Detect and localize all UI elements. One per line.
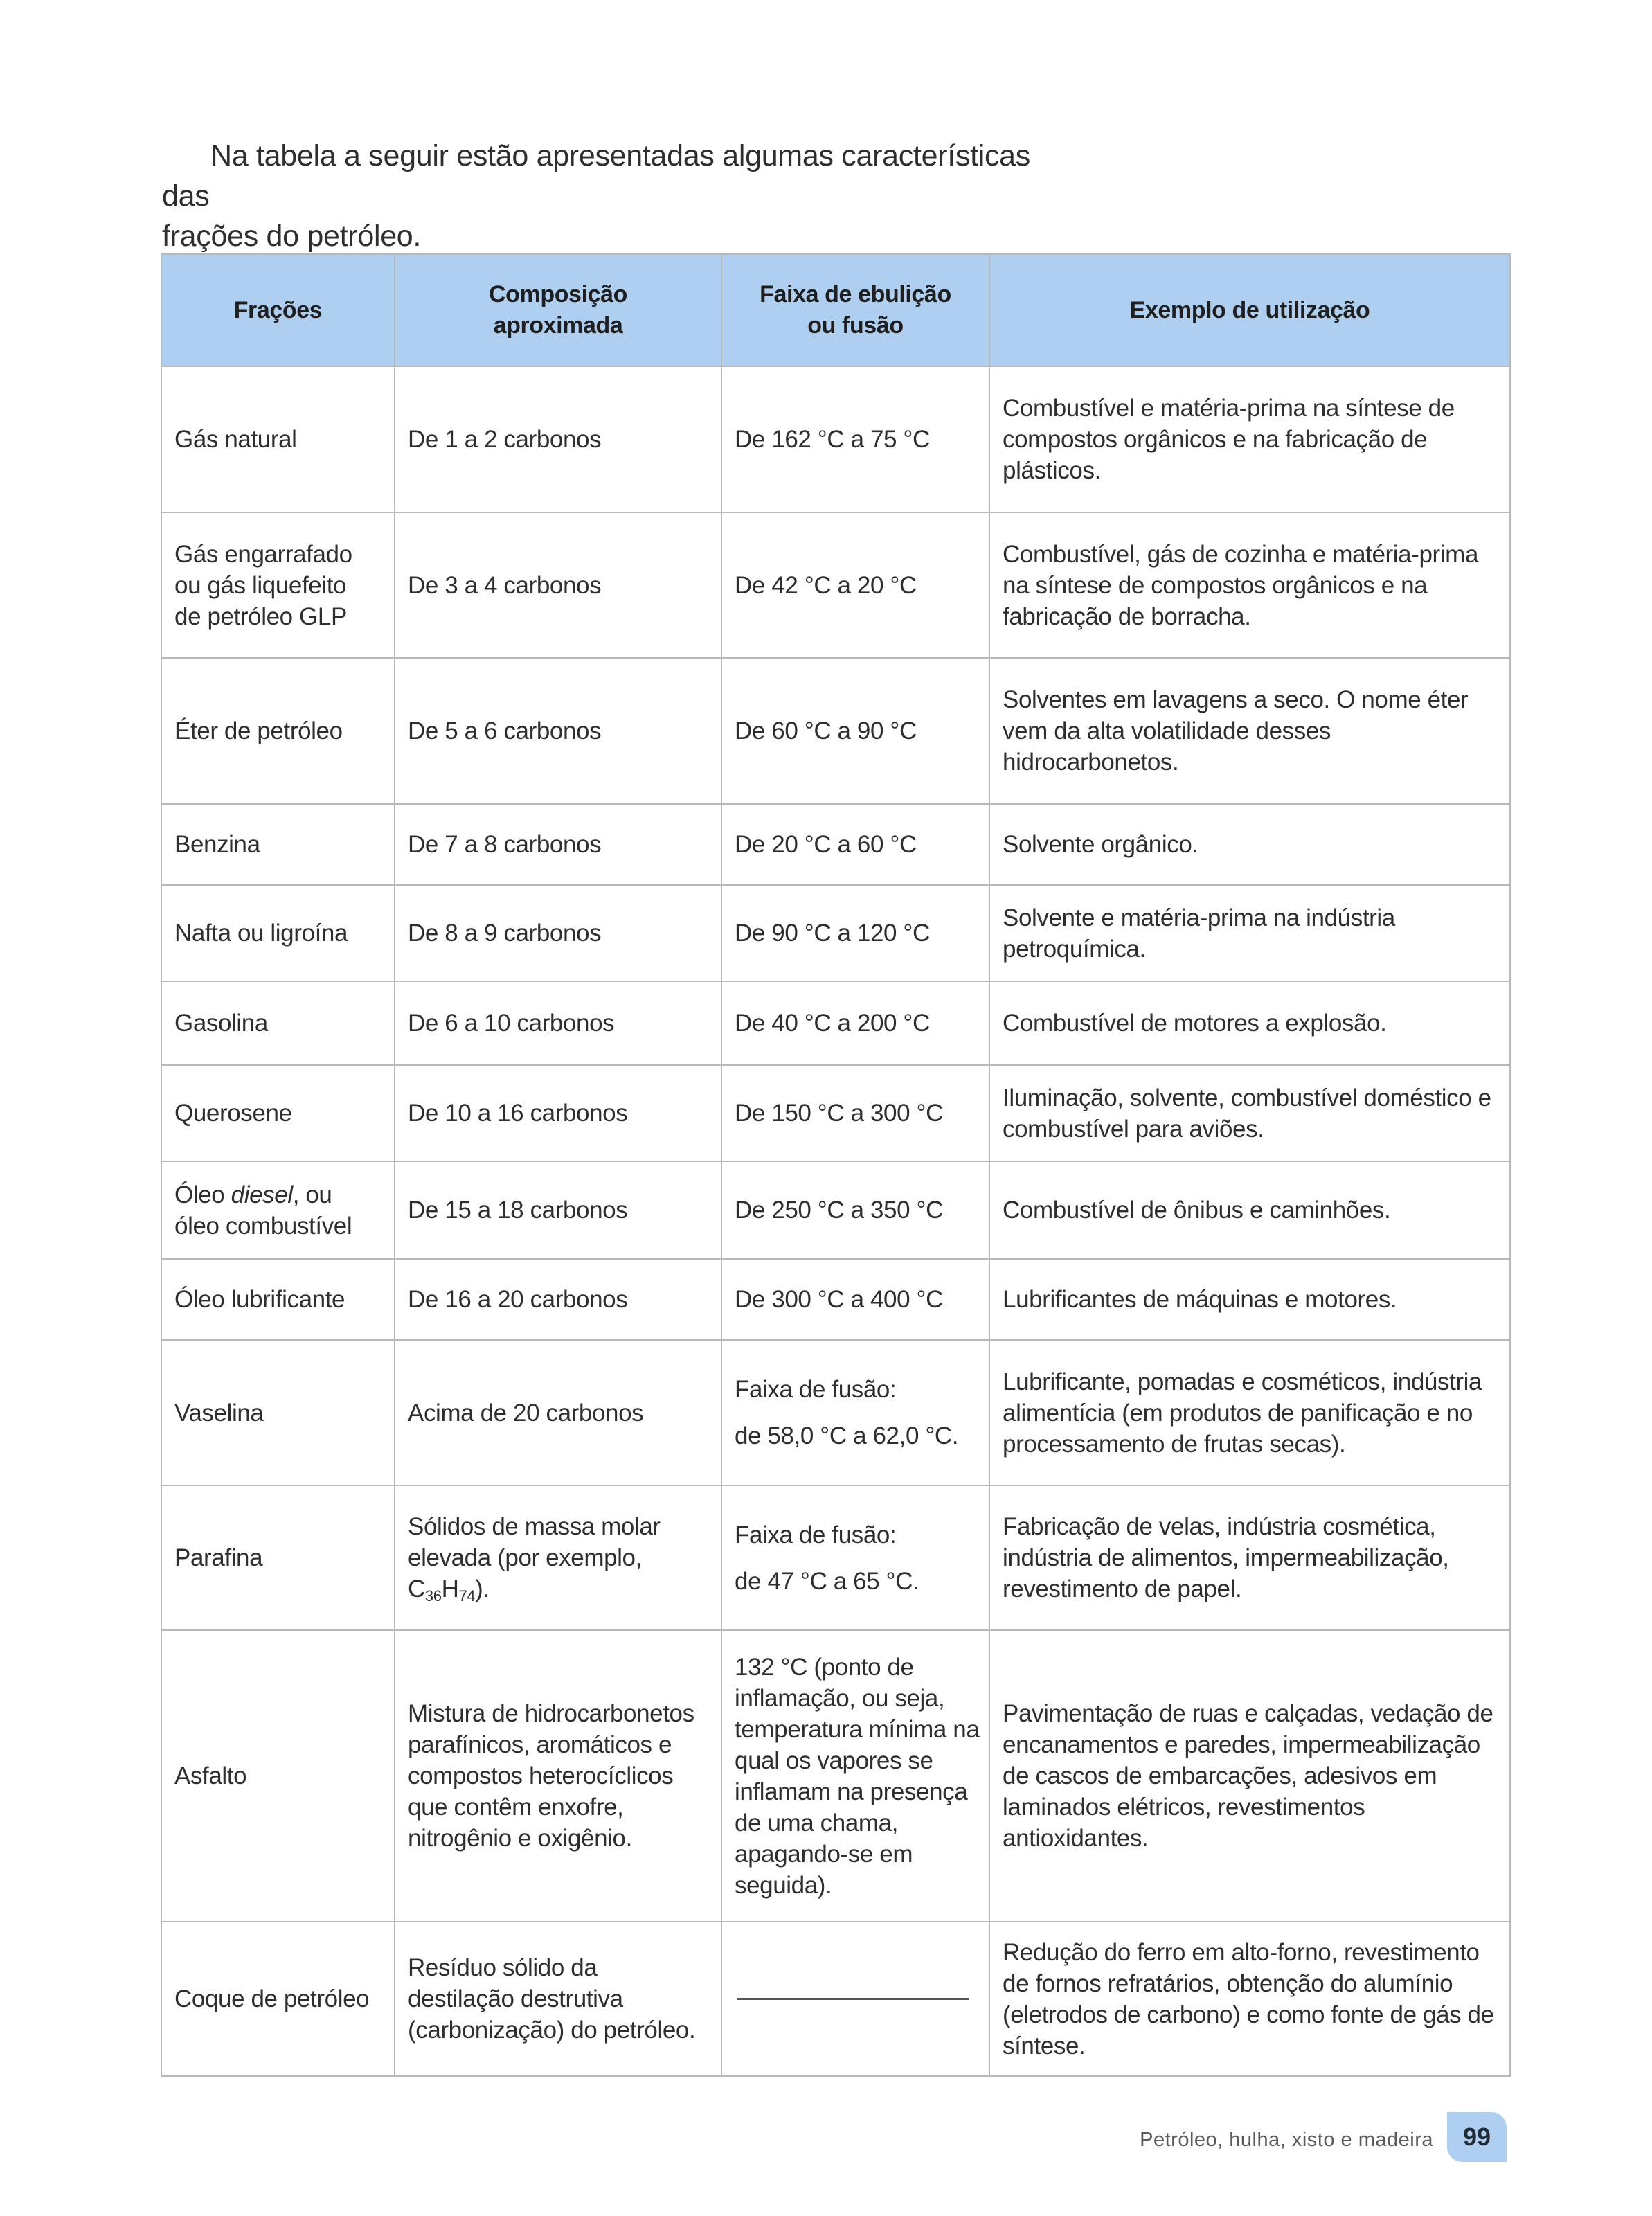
cell-fracao: Gás natural [161, 366, 395, 512]
table-row [161, 1630, 1510, 1922]
cell-fracao: Coque de petróleo [161, 1922, 395, 2076]
cell-uso: Pavimentação de ruas e calçadas, vedação de encanamentos e paredes, impermeabilização de cascos de embarcações, adesivos em laminados elétricos, revestimentos antioxidantes. [989, 1630, 1510, 1922]
faixa-label: Faixa de fusão: [735, 1376, 897, 1403]
cell-faixa: De 90 °C a 120 °C [721, 885, 989, 981]
table-row [161, 512, 1510, 658]
cell-faixa: 132 °C (ponto de inflamação, ou seja, temperatura mínima na qual os vapores se inflamam na presença de uma chama, apagando-se em seguida). [721, 1630, 989, 1922]
table-row [161, 366, 1510, 512]
table-row [161, 1259, 1510, 1340]
cell-fracao: Asfalto [161, 1630, 395, 1922]
cell-composicao: De 10 a 16 carbonos [395, 1065, 721, 1161]
intro-paragraph [162, 136, 1076, 256]
table-row [161, 981, 1510, 1065]
cell-fracao: Óleo diesel, ou óleo combustível [161, 1161, 395, 1259]
cell-uso: Combustível de motores a explosão. [989, 981, 1510, 1065]
cell-uso: Combustível, gás de cozinha e matéria-prima na síntese de compostos orgânicos e na fabricação de borracha. [989, 512, 1510, 658]
intro-line-1: Na tabela a seguir estão apresentadas algumas características das [162, 139, 1030, 213]
cell-fracao: Benzina [161, 804, 395, 885]
page-number-badge [1447, 2112, 1507, 2162]
cell-fracao: Éter de petróleo [161, 658, 395, 804]
table-row [161, 1922, 1510, 2076]
cell-uso: Lubrificantes de máquinas e motores. [989, 1259, 1510, 1340]
cell-fracao: Óleo lubrificante [161, 1259, 395, 1340]
cell-uso: Fabricação de velas, indústria cosmética, indústria de alimentos, impermeabilização, revestimento de papel. [989, 1485, 1510, 1630]
cell-faixa: De 20 °C a 60 °C [721, 804, 989, 885]
cell-composicao: De 8 a 9 carbonos [395, 885, 721, 981]
cell-faixa: De 42 °C a 20 °C [721, 512, 989, 658]
cell-composicao: Acima de 20 carbonos [395, 1340, 721, 1485]
table-row [161, 1161, 1510, 1259]
petroleum-fractions-table [161, 253, 1511, 2077]
cell-composicao: Sólidos de massa molar elevada (por exemplo, $C_{36}H_{74}$). [395, 1485, 721, 1630]
cell-uso: Solvente e matéria-prima na indústria petroquímica. [989, 885, 1510, 981]
table-row [161, 804, 1510, 885]
cell-uso: Combustível de ônibus e caminhões. [989, 1161, 1510, 1259]
cell-composicao: De 6 a 10 carbonos [395, 981, 721, 1065]
faixa-value: de 47 °C a 65 °C. [735, 1567, 919, 1595]
cell-uso: Combustível e matéria-prima na síntese de compostos orgânicos e na fabricação de plásticos. [989, 366, 1510, 512]
cell-composicao: De 16 a 20 carbonos [395, 1259, 721, 1340]
cell-composicao: De 7 a 8 carbonos [395, 804, 721, 885]
table-row [161, 885, 1510, 981]
cell-fracao: Gás engarrafado ou gás liquefeito de petróleo GLP [161, 512, 395, 658]
column-header-fracoes: Frações [161, 254, 395, 366]
cell-fracao: Vaselina [161, 1340, 395, 1485]
cell-fracao: Gasolina [161, 981, 395, 1065]
chapter-title-footer: Petróleo, hulha, xisto e madeira [1140, 2129, 1433, 2151]
cell-composicao: De 1 a 2 carbonos [395, 366, 721, 512]
cell-faixa: De 250 °C a 350 °C [721, 1161, 989, 1259]
cell-uso: Lubrificante, pomadas e cosméticos, indústria alimentícia (em produtos de panificação e no processamento de frutas secas). [989, 1340, 1510, 1485]
cell-fracao: Querosene [161, 1065, 395, 1161]
faixa-label: Faixa de fusão: [735, 1521, 897, 1548]
table-header-row [161, 254, 1510, 366]
table-row [161, 1485, 1510, 1630]
cell-faixa: De 40 °C a 200 °C [721, 981, 989, 1065]
cell-faixa: De 162 °C a 75 °C [721, 366, 989, 512]
table-row [161, 1065, 1510, 1161]
cell-composicao: De 5 a 6 carbonos [395, 658, 721, 804]
table-row [161, 658, 1510, 804]
cell-faixa [721, 1485, 989, 1630]
faixa-value: de 58,0 °C a 62,0 °C. [735, 1422, 959, 1449]
column-header-faixa: Faixa de ebulição ou fusão [721, 254, 989, 366]
table-row [161, 1340, 1510, 1485]
cell-composicao: Mistura de hidrocarbonetos parafínicos, aromáticos e compostos heterocíclicos que contêm enxofre, nitrogênio e oxigênio. [395, 1630, 721, 1922]
cell-uso: Redução do ferro em alto-forno, revestimento de fornos refratários, obtenção do alumínio (eletrodos de carbono) e como fonte de gás de síntese. [989, 1922, 1510, 2076]
cell-faixa: De 150 °C a 300 °C [721, 1065, 989, 1161]
cell-composicao: Resíduo sólido da destilação destrutiva (carbonização) do petróleo. [395, 1922, 721, 2076]
italic-term: diesel [231, 1181, 293, 1208]
cell-composicao: De 3 a 4 carbonos [395, 512, 721, 658]
cell-faixa [721, 1340, 989, 1485]
cell-uso: Iluminação, solvente, combustível doméstico e combustível para aviões. [989, 1065, 1510, 1161]
empty-value-dash [737, 1998, 969, 2000]
cell-faixa-empty [721, 1922, 989, 2076]
cell-composicao: De 15 a 18 carbonos [395, 1161, 721, 1259]
column-header-composicao: Composição aproximada [395, 254, 721, 366]
cell-faixa: De 60 °C a 90 °C [721, 658, 989, 804]
intro-line-2: frações do petróleo. [162, 220, 422, 253]
cell-faixa: De 300 °C a 400 °C [721, 1259, 989, 1340]
column-header-exemplo: Exemplo de utilização [989, 254, 1510, 366]
cell-uso: Solventes em lavagens a seco. O nome éter vem da alta volatilidade desses hidrocarbonetos. [989, 658, 1510, 804]
cell-fracao: Parafina [161, 1485, 395, 1630]
cell-uso: Solvente orgânico. [989, 804, 1510, 885]
cell-fracao: Nafta ou ligroína [161, 885, 395, 981]
page-number: 99 [1462, 2123, 1491, 2151]
